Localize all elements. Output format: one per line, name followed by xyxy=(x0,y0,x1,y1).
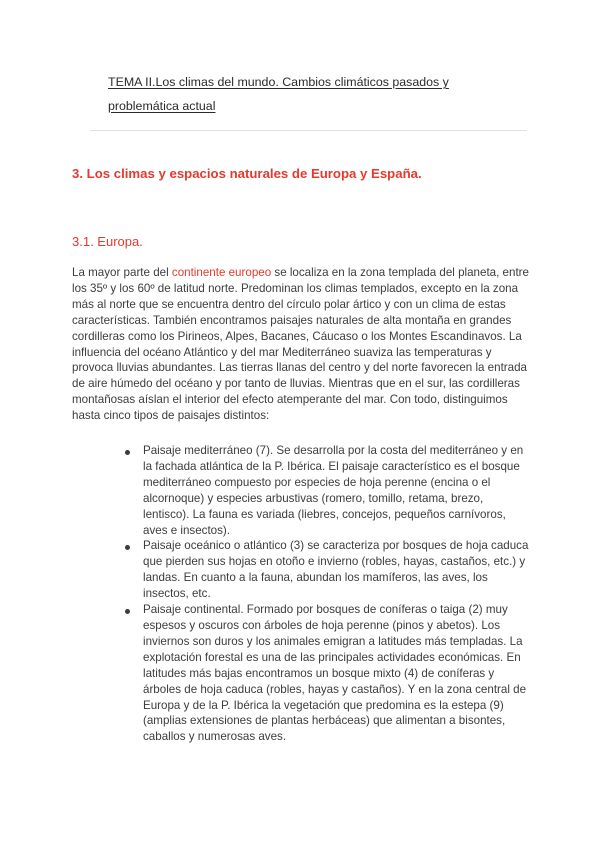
list-item-mediterraneo xyxy=(122,443,532,538)
landscape-types-list xyxy=(122,443,532,745)
intro-text-end: se localiza en la zona templada del planeta, entre los 35º y los 60º de latitud norte. Predominan los climas templados, excepto en la zona más al norte que se encuentra dentro del círculo polar ártico y con un clima de estas características. También encontramos paisajes naturales de alta montaña en grandes cordilleras como los Pirineos, Alpes, Bacanes, Cáucaso o los Montes Escandinavos. La influencia del océano Atlántico y del mar Mediterráneo suaviza las temperaturas y provoca lluvias abundantes. Las tierras llanas del centro y del norte favorecen la entrada de aire húmedo del océano y por tanto de lluvias. Mientras que en el sur, las cordilleras montañosas aíslan el interior del efecto atemperante del mar. Con todo, distinguimos hasta cinco tipos de paisajes distintos: xyxy=(72,266,529,423)
subsection-heading: 3.1. Europa. xyxy=(72,234,143,249)
intro-paragraph xyxy=(72,265,530,424)
continente-europeo-link[interactable]: continente europeo xyxy=(171,266,272,279)
list-item-text: Paisaje continental. Formado por bosques de coníferas o taiga (2) muy espesos y oscuros con árboles de hoja perenne (pinos y abetos). Los inviernos son duros y los animales emigran a latitudes más templadas. La explotación forestal es una de las principales actividades económicas. En latitudes más bajas encontramos un bosque mixto (4) de coníferas y árboles de hoja caduca (robles, hayas y castaños). Y en la zona central de Europa y de la P. Ibérica la vegetación que predomina es la estepa (9) (amplias extensiones de plantas herbáceas) que alimentan a bisontes, caballos y numerosas aves. xyxy=(143,603,527,744)
intro-text-start: La mayor parte del xyxy=(72,266,172,279)
bullet-dot-icon xyxy=(125,450,130,455)
header-divider xyxy=(90,130,527,131)
list-item-text: Paisaje oceánico o atlántico (3) se caracteriza por bosques de hoja caduca que pierden sus hojas en otoño e invierno (robles, hayas, castaños, etc.) y landas. En cuanto a la fauna, abundan los mamíferos, las aves, los insectos, etc. xyxy=(143,539,529,601)
list-item-continental xyxy=(122,602,532,745)
section-heading: 3. Los climas y espacios naturales de Europa y España. xyxy=(72,166,422,181)
list-item-text: Paisaje mediterráneo (7). Se desarrolla por la costa del mediterráneo y en la fachada atlántica de la P. Ibérica. El paisaje característico es el bosque mediterráneo compuesto por especies de hoja perenne (encina o el alcornoque) y especies arbustivas (romero, tomillo, retama, brezo, lentisco). La fauna es variada (liebres, concejos, pequeños carnívoros, aves e insectos). xyxy=(143,444,524,537)
bullet-dot-icon xyxy=(125,609,130,614)
document-header-title: TEMA II.Los climas del mundo. Cambios climáticos pasados y problemática actual xyxy=(108,75,449,113)
list-item-oceanico xyxy=(122,538,532,602)
bullet-dot-icon xyxy=(125,545,130,550)
